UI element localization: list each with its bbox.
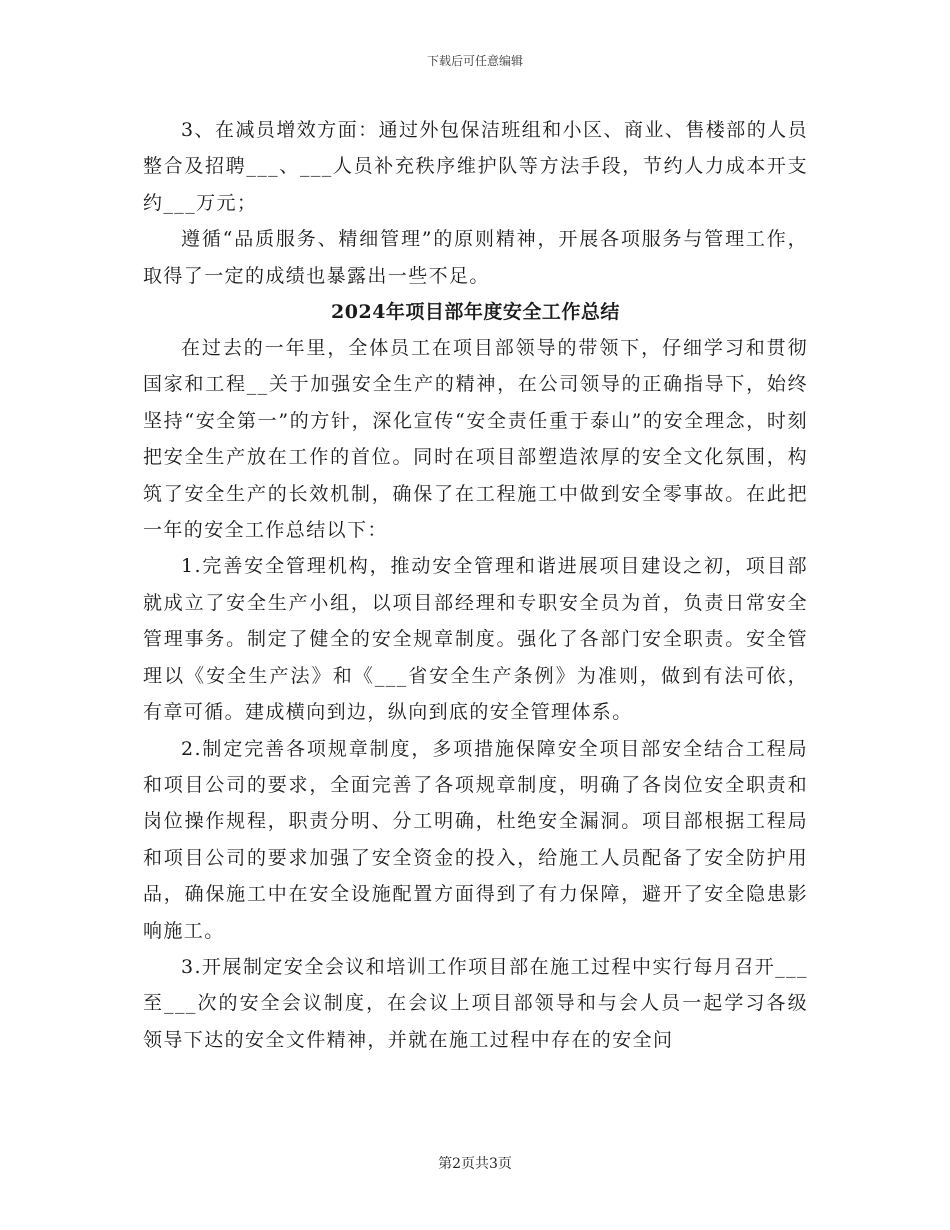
paragraph-service-principle: 遵循“品质服务、精细管理”的原则精神，开展各项服务与管理工作，取得了一定的成绩也暴露出一些不足。 [143,228,808,287]
paragraph-item-3: 3.开展制定安全会议和培训工作项目部在施工过程中实行每月召开___至___次的安全会议制度，在会议上项目部领导和与会人员一起学习各级领导下达的安全文件精神，并就在施工过程中存在的安全问 [143,955,808,1051]
paragraph-item-1: 1.完善安全管理机构，推动安全管理和谐进展项目建设之初，项目部就成立了安全生产小组，以项目部经理和专职安全员为首，负责日常安全管理事务。制定了健全的安全规章制度。强化了各部门安全职责。安全管理以《安全生产法》和《___省安全生产条例》为准则，做到有法可依，有章可循。建成横向到边，纵向到底的安全管理体系。 [143,555,808,724]
document-body [143,112,808,1058]
paragraph-staff-efficiency: 3、在减员增效方面：通过外包保洁班组和小区、商业、售楼部的人员整合及招聘___、___人员补充秩序维护队等方法手段，节约人力成本开支约___万元； [143,119,808,214]
paragraph-intro: 在过去的一年里，全体员工在项目部领导的带领下，仔细学习和贯彻国家和工程__关于加强安全生产的精神，在公司领导的正确指导下，始终坚持“安全第一”的方针，深化宣传“安全责任重于泰山”的安全理念，时刻把安全生产放在工作的首位。同时在项目部塑造浓厚的安全文化氛围，构筑了安全生产的长效机制，确保了在工程施工中做到安全零事故。在此把一年的安全工作总结以下： [143,337,808,542]
page-number: 第2页共3页 [438,1156,512,1172]
paragraph-item-2: 2.制定完善各项规章制度，多项措施保障安全项目部安全结合工程局和项目公司的要求，全面完善了各项规章制度，明确了各岗位安全职责和岗位操作规程，职责分明、分工明确，杜绝安全漏洞。项目部根据工程局和项目公司的要求加强了安全资金的投入，给施工人员配备了安全防护用品，确保施工中在安全设施配置方面得到了有力保障，避开了安全隐患影响施工。 [143,737,808,942]
document-title: 2024年项目部年度安全工作总结 [331,301,620,324]
header-note: 下载后可任意编辑 [426,54,523,68]
